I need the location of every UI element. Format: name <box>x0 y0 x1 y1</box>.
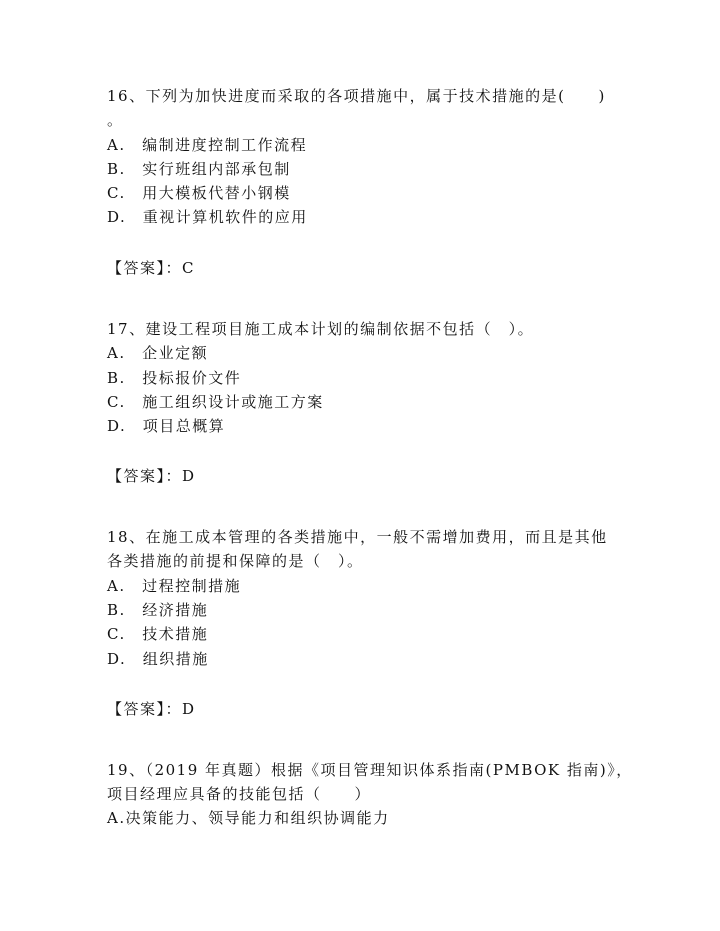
question-16-stem-line-2: 。 <box>107 111 124 129</box>
question-16-answer: 【答案】：C <box>107 259 195 277</box>
question-17-answer: 【答案】：D <box>107 467 196 485</box>
question-18-option-a: A. 过程控制措施 <box>107 577 242 595</box>
question-16-option-c: C. 用大模板代替小钢模 <box>107 184 291 202</box>
question-19-stem-line-1: 19、（2019 年真题）根据《项目管理知识体系指南(PMBOK 指南)》， <box>107 761 633 779</box>
question-17-option-c: C. 施工组织设计或施工方案 <box>107 393 324 411</box>
question-17-stem-line-1: 17、建设工程项目施工成本计划的编制依据不包括（ ）。 <box>107 320 535 338</box>
question-18-stem-line-1: 18、在施工成本管理的各类措施中，一般不需增加费用，而且是其他 <box>107 528 608 546</box>
question-16-option-a: A. 编制进度控制工作流程 <box>107 136 308 154</box>
question-16-option-b: B. 实行班组内部承包制 <box>107 160 291 178</box>
question-17-option-a: A. 企业定额 <box>107 344 209 362</box>
question-18-answer: 【答案】：D <box>107 700 196 718</box>
question-19-option-a: A.决策能力、领导能力和组织协调能力 <box>107 809 390 827</box>
question-18-option-d: D. 组织措施 <box>107 650 209 668</box>
question-16-option-d: D. 重视计算机软件的应用 <box>107 208 308 226</box>
question-16-stem-line-1: 16、下列为加快进度而采取的各项措施中，属于技术措施的是( ) <box>107 87 606 105</box>
question-19-stem-line-2: 项目经理应具备的技能包括（ ） <box>107 785 372 803</box>
question-18-option-b: B. 经济措施 <box>107 601 209 619</box>
question-18-option-c: C. 技术措施 <box>107 625 209 643</box>
question-17-option-d: D. 项目总概算 <box>107 417 226 435</box>
question-17-option-b: B. 投标报价文件 <box>107 369 242 387</box>
question-18-stem-line-2: 各类措施的前提和保障的是（ ）。 <box>107 552 364 570</box>
